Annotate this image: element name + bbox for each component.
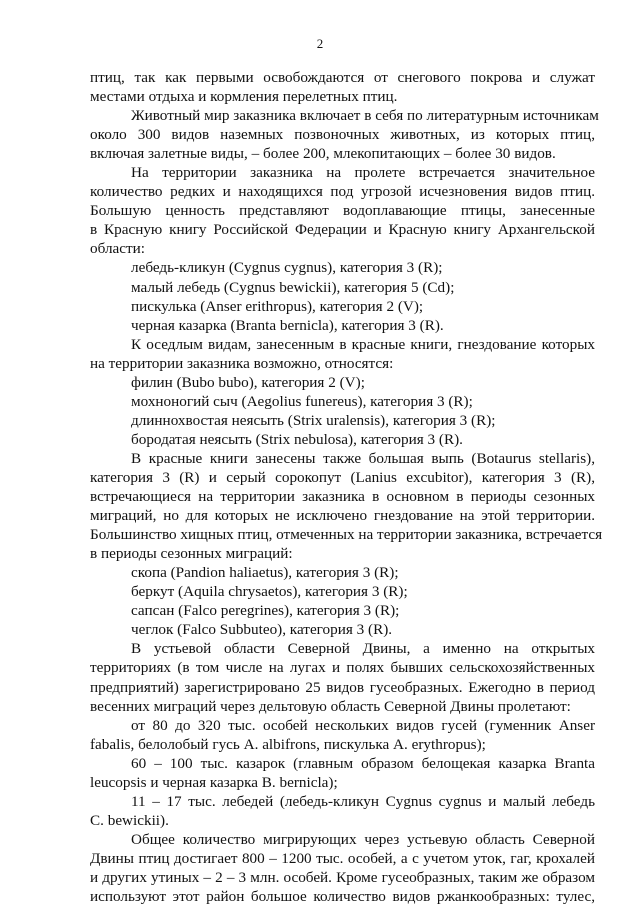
text-line: fabalis, белолобый гусь A. albifrons, пискулька A. erythropus); (90, 735, 486, 753)
text-line: бородатая неясыть (Strix nebulosa), категория 3 (R). (131, 430, 463, 448)
text-line: категория 3 (R) и серый сорокопут (Lanius excubitor), категория 3 (R), (90, 468, 595, 486)
text-line: количество редких и находящихся под угрозой исчезновения видов птиц. (90, 183, 595, 201)
text-line: в периоды сезонных миграций: (90, 545, 293, 563)
text-line: Общее количество мигрирующих через устьевую область Северной (131, 830, 595, 848)
text-line: мохноногий сыч (Aegolius funereus), категория 3 (R); (131, 392, 473, 410)
text-line: области: (90, 240, 145, 258)
text-line: Животный мир заказника включает в себя по литературным источникам (131, 107, 599, 125)
text-line: встречающиеся на территории заказника в основном в периоды сезонных (90, 488, 595, 506)
text-line: около 300 видов наземных позвоночных животных, из которых птиц, (90, 126, 595, 144)
text-line: 60 – 100 тыс. казарок (главным образом белощекая казарка Branta (131, 754, 595, 772)
page-number: 2 (316, 36, 324, 51)
text-line: В красные книги занесены также большая выпь (Botaurus stellaris), (131, 449, 595, 467)
text-line: птиц, так как первыми освобождаются от снегового покрова и служат (90, 69, 595, 86)
text-line: лебедь-кликун (Cygnus cygnus), категория 3 (R); (131, 259, 443, 277)
text-line: от 80 до 320 тыс. особей нескольких видов гусей (гуменник Anser (131, 716, 595, 734)
text-line: весенних миграций через дельтовую область Северной Двины пролетают: (90, 697, 571, 715)
text-line: используют этот район большое количество видов ржанкообразных: тулес, (90, 888, 595, 906)
text-line: Двины птиц достигает 800 – 1200 тыс. особей, а с учетом уток, гаг, крохалей (90, 849, 595, 867)
text-line: C. bewickii). (90, 811, 169, 829)
text-line: В устьевой области Северной Двины, а именно на открытых (131, 640, 595, 658)
text-line: предприятий) зарегистрировано 25 видов гусеобразных. Ежегодно в период (90, 678, 595, 696)
text-line: беркут (Aquila chrysaetos), категория 3 (R); (131, 583, 408, 601)
text-line: Большую ценность представляют водоплавающие птицы, занесенные (90, 202, 595, 220)
text-line: включая залетные виды, – более 200, млекопитающих – более 30 видов. (90, 145, 556, 163)
text-line: Большинство хищных птиц, отмеченных на территории заказника, встречается (90, 526, 603, 544)
text-line: филин (Bubo bubo), категория 2 (V); (131, 373, 365, 391)
text-line: сапсан (Falco peregrines), категория 3 (R); (131, 602, 400, 620)
text-line: 11 – 17 тыс. лебедей (лебедь-кликун Cygnus cygnus и малый лебедь (131, 792, 595, 810)
text-line: На территории заказника на пролете встречается значительное (131, 164, 595, 182)
text-line: длиннохвостая неясыть (Strix uralensis), категория 3 (R); (131, 411, 496, 429)
text-line: К оседлым видам, занесенным в красные книги, гнездование которых (131, 335, 595, 353)
text-line: скопа (Pandion haliaetus), категория 3 (R); (131, 564, 399, 582)
text-line: и других утиных – 2 – 3 млн. особей. Кроме гусеобразных, таким же образом (90, 868, 595, 886)
text-line: пискулька (Anser erithropus), категория 2 (V); (131, 297, 424, 315)
text-line: в Красную книгу Российской Федерации и Красную книгу Архангельской (90, 221, 595, 239)
text-line: на территории заказника возможно, относятся: (90, 354, 394, 372)
text-line: миграций, но для которых не исключено гнездование на этой территории. (90, 507, 595, 525)
document-body (90, 68, 603, 906)
text-line: чеглок (Falco Subbuteo), категория 3 (R). (131, 621, 393, 639)
text-line: малый лебедь (Cygnus bewickii), категория 5 (Cd); (131, 278, 455, 296)
text-line: leucopsis и черная казарка B. bernicla); (90, 773, 338, 791)
text-line: черная казарка (Branta bernicla), категория 3 (R). (131, 316, 444, 334)
text-line: территориях (в том числе на лугах и полях бывших сельскохозяйственных (90, 659, 595, 677)
text-line: местами отдыха и кормления перелетных птиц. (90, 88, 398, 106)
